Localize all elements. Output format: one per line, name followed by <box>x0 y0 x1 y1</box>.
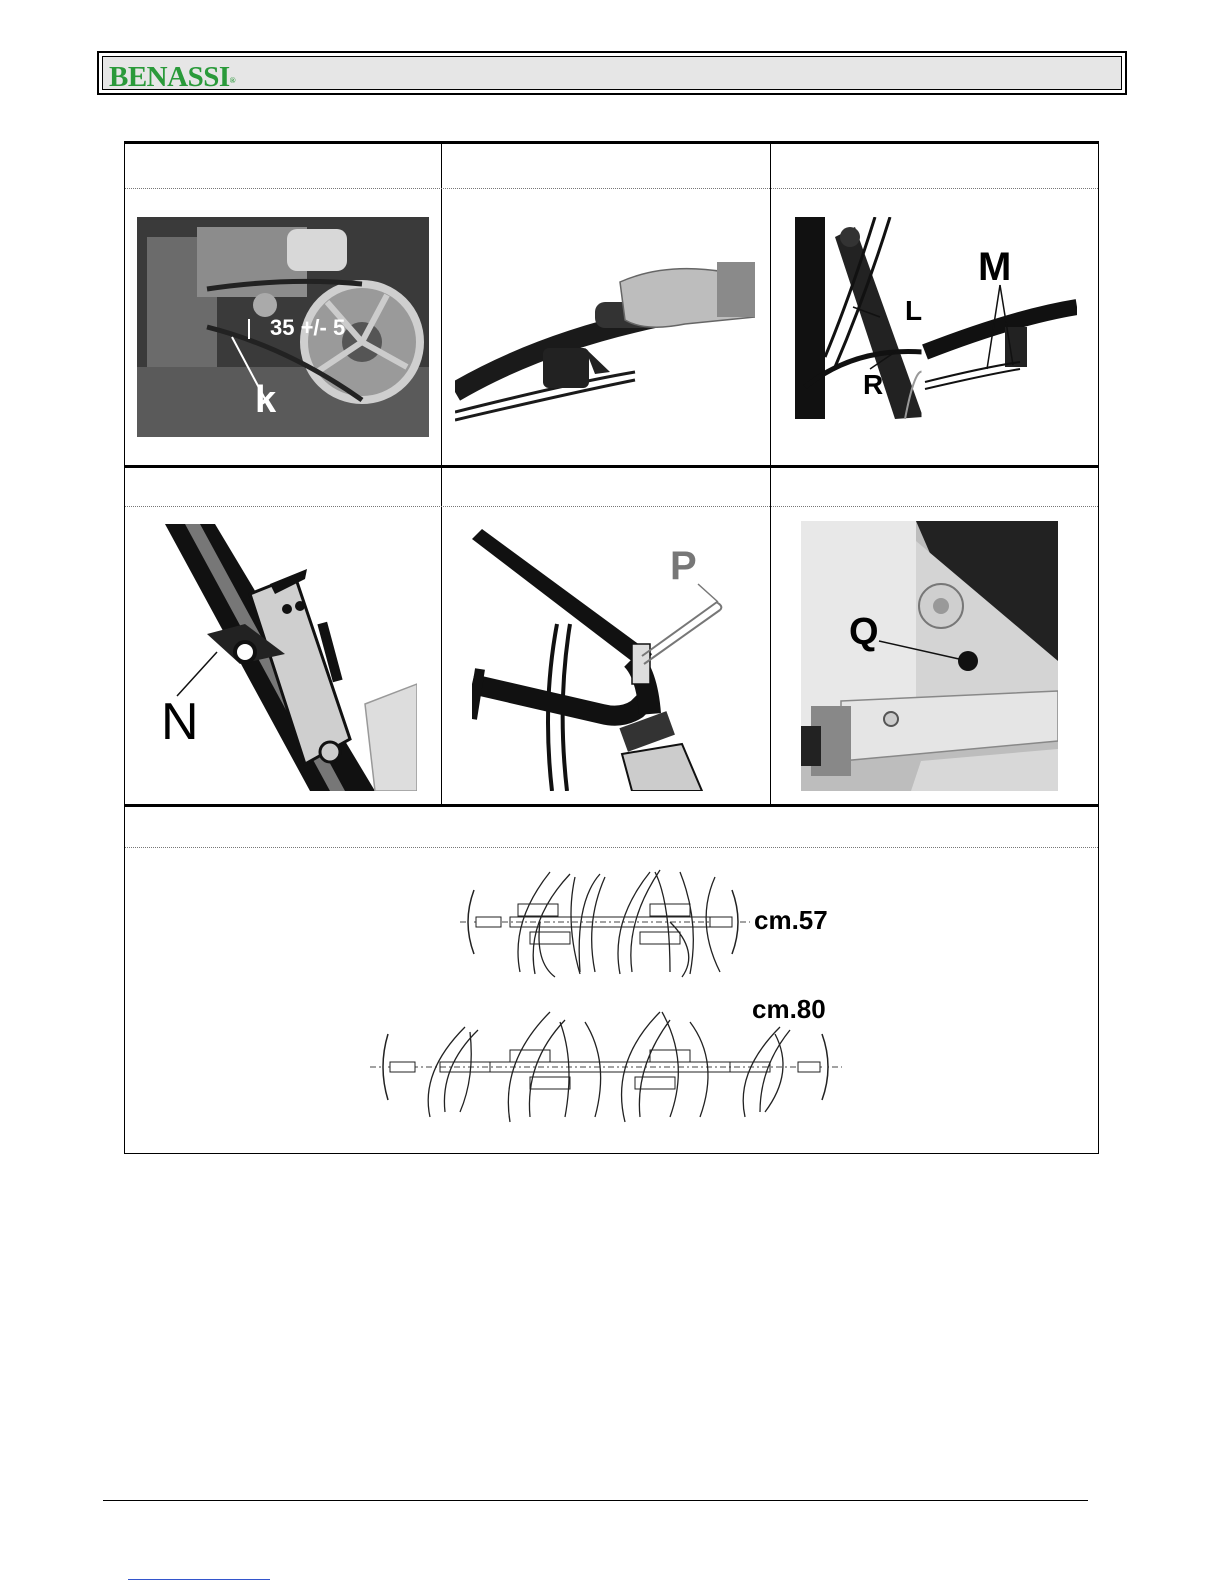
handle-pin-photo <box>472 524 742 791</box>
callout-m: M <box>978 245 1012 289</box>
handlebar-grip-illustration <box>455 262 755 432</box>
header-inner <box>102 56 1122 93</box>
plug-q-photo <box>801 521 1058 791</box>
caption-divider <box>125 506 1098 507</box>
width-label-57: cm.57 <box>754 905 828 935</box>
footer-link-underline[interactable] <box>128 1579 270 1580</box>
row-divider <box>125 804 1098 807</box>
callout-l: L <box>905 295 923 326</box>
row-divider <box>125 465 1098 468</box>
caption-divider <box>125 847 1098 848</box>
belt-tension-photo <box>137 217 429 437</box>
column-divider <box>441 144 442 807</box>
footer-rule <box>103 1500 1088 1501</box>
callout-q: Q <box>849 611 879 653</box>
callout-n: N <box>161 693 199 751</box>
callout-p: P <box>670 544 697 588</box>
cable-adjusters-illustration <box>795 217 1077 419</box>
plug-q-illustration <box>801 521 1058 791</box>
tiller-tines-diagram <box>370 862 842 1135</box>
cable-adjusters-photo <box>795 217 1077 419</box>
handle-lock-photo <box>145 524 417 791</box>
header-bar <box>97 51 1127 95</box>
callout-r: R <box>863 369 884 400</box>
brand-name: BENASSI <box>109 61 230 93</box>
brand-logo <box>109 59 235 95</box>
caption-divider <box>125 188 1098 189</box>
column-divider <box>770 144 771 807</box>
handle-pin-illustration <box>472 524 742 791</box>
callout-k: k <box>255 379 277 421</box>
figure-table <box>124 141 1099 1154</box>
handlebar-grip-photo <box>455 262 755 432</box>
registered-mark: ® <box>229 76 236 85</box>
belt-measure-label: 35 +/- 5 <box>270 315 346 340</box>
width-label-80: cm.80 <box>752 994 826 1024</box>
